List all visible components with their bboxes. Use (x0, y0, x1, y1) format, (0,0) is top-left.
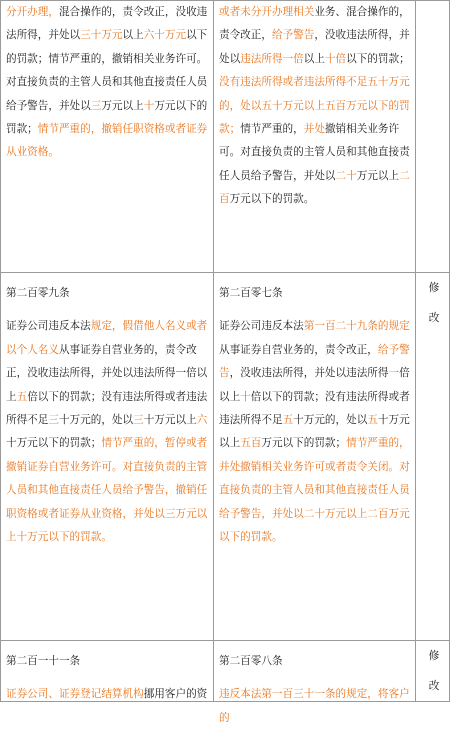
highlighted-text: 规定，假借他人名义或者以个人名义 (6, 320, 208, 356)
text-run: 万元以下的罚款。 (229, 193, 315, 206)
highlighted-text: 三 (48, 414, 59, 427)
new-article-cell (214, 641, 416, 724)
text-run: ，没收违法所得，并处以违法所得 (229, 367, 389, 380)
text-run: 十万元以下的罚款； (6, 437, 102, 450)
text-run: 以上 (122, 29, 144, 42)
highlighted-text: 五 (16, 390, 28, 403)
highlighted-text: 分开办理， (6, 6, 59, 18)
text-run: 混合操作的，责令改正，没收违法所得，并处以 (6, 6, 208, 42)
article-paragraph (6, 1, 211, 71)
text-run: 十万元以上 (219, 414, 410, 450)
text-run: 撤销相关业务许可。对直接负责的主管人员和其他直接责任人员给予警告，并处以 (219, 123, 410, 182)
old-article-cell (1, 273, 214, 641)
table-row (1, 1, 450, 273)
article-title: 第二百零八条 (219, 655, 283, 667)
change-type-label: 修 改 (428, 650, 440, 692)
title-gap (219, 673, 413, 683)
highlighted-text: 二十 (335, 169, 357, 182)
change-type-cell (416, 273, 450, 641)
text-run: 以上 (303, 52, 325, 65)
text-run: 以下的罚款；情节严重的，撤销相关业务许可。 (6, 29, 208, 65)
table-row (1, 273, 450, 641)
highlighted-text: 没有违法所得或者违法所得不足五十万元的，处以五十万元以上五百万元以下的罚款； (219, 76, 410, 136)
change-type-label: 修 改 (428, 282, 440, 324)
highlighted-text: 违反本法第一百三十一条的规定，将客户的 (219, 688, 410, 724)
text-run: 倍以上 (219, 367, 410, 403)
title-gap (6, 305, 211, 315)
text-run: 万元以上 (356, 169, 400, 182)
text-run: 证券公司违反本法 (219, 320, 304, 333)
article-paragraph (6, 315, 211, 549)
text-run: 从事证券自营业务的，责令改正， (219, 343, 378, 356)
highlighted-text: 六 (196, 414, 208, 427)
highlighted-text: 证券公司、证券登记结算机构 (6, 688, 144, 701)
change-type-cell (416, 1, 450, 273)
old-article-cell (1, 1, 214, 273)
highlighted-text: 六十万元 (143, 29, 187, 42)
highlighted-text: 三十万元 (80, 29, 123, 42)
highlighted-text: 五 (282, 414, 294, 427)
highlighted-text: 给予警告 (271, 29, 315, 42)
highlighted-text: 一 (388, 367, 400, 380)
text-run: 万元以上 (101, 99, 144, 112)
title-gap (6, 673, 211, 683)
text-run: 十万元的，处以 (293, 414, 368, 427)
new-article-cell (214, 273, 416, 641)
text-run: 从事证券自营业务的，责令改正，没收违法所得，并处以违法所得一倍以上 (6, 343, 208, 403)
highlighted-text: 十倍 (324, 52, 347, 65)
article-title: 第二百零九条 (6, 287, 70, 299)
change-type-cell (416, 641, 450, 702)
article-paragraph (219, 1, 413, 212)
text-run: 以下的罚款； (346, 52, 410, 65)
text-run: 倍以下的罚款；没有违法所得或者违法所得不足 (6, 390, 208, 427)
text-run: 十万元以上 (143, 414, 197, 427)
highlighted-text: 给予警告 (219, 343, 410, 380)
highlighted-text: 五 (367, 414, 378, 427)
highlighted-text: 情节严重的，并处撤销相关业务许可或者责令关闭。对直接负责的主管人员和其他直接责任人员给予警告，并处以二十万元以上二百万元以下的罚款。 (219, 437, 410, 544)
text-run: 情节严重的， (240, 123, 304, 136)
highlighted-text: 十 (143, 99, 155, 112)
highlighted-text: 三 (90, 99, 102, 112)
highlighted-text: 情节严重的，暂停或者撤销证券自营业务许可。对直接负责的主管人员和其他直接责任人员给予警告，撤销任职资格或者证券从业资格，并处以三万元以上十万元以下的罚款。 (6, 437, 208, 544)
highlighted-text: 第一百二十九条的规定 (303, 320, 410, 333)
article-paragraph (6, 71, 211, 165)
highlighted-text: 十 (240, 390, 251, 403)
article-paragraph (6, 683, 211, 706)
highlighted-text: 并处 (303, 123, 325, 136)
highlighted-text: 违法所得一倍 (240, 52, 304, 65)
article-paragraph (219, 683, 413, 730)
highlighted-text: 五百 (240, 437, 262, 450)
text-run: 倍以下的罚款；没有违法所得或者违法所得不足 (219, 390, 410, 427)
article-paragraph (219, 315, 413, 549)
text-run: 十万元的，处以 (58, 414, 134, 427)
text-run: ，没收违法所得，并处以 (219, 29, 410, 65)
old-article-cell (1, 641, 214, 702)
new-article-cell (214, 1, 416, 273)
title-gap (219, 305, 413, 315)
text-run: 业务、混合操作的，责令改正， (219, 6, 410, 42)
article-title: 第二百零七条 (219, 287, 283, 299)
text-run: 证券公司违反本法 (6, 320, 91, 333)
highlighted-text: 情节严重的，撤销任职资格或者证券从业资格。 (6, 123, 208, 159)
highlighted-text: 三 (133, 414, 144, 427)
table-row (1, 641, 450, 702)
highlighted-text: 二百 (219, 169, 410, 206)
text-run: 挪用客户的资 (143, 688, 208, 701)
text-run: 对直接负责的主管人员和其他直接责任人员给予警告，并处以 (6, 76, 208, 112)
text-run: 万元以下的罚款； (6, 99, 208, 136)
text-run: 万元以下的罚款； (261, 437, 347, 450)
highlighted-text: 或者未分开办理相关 (219, 6, 315, 18)
article-title: 第二百一十一条 (6, 655, 81, 667)
